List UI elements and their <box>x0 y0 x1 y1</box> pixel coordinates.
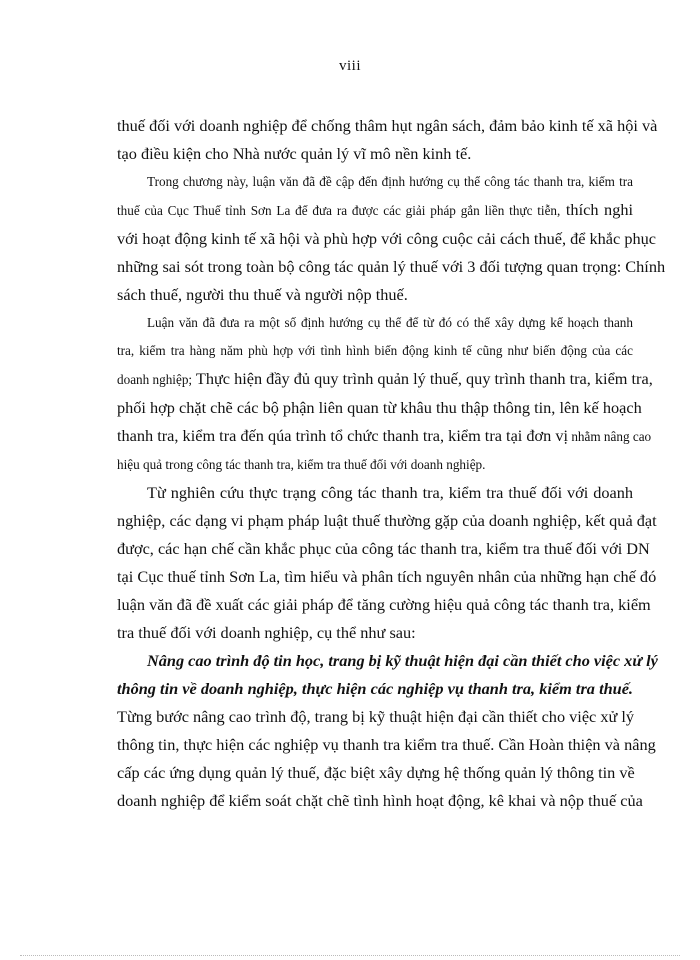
text-line: tra, kiểm tra hàng năm phù hợp với tình hình biến động kinh tế cũng như biến động của các <box>117 343 633 358</box>
text-line: thông tin về doanh nghiệp, thực hiện các nghiệp vụ thanh tra, kiểm tra thuế. <box>117 679 633 698</box>
text-line: Từng bước nâng cao trình độ, trang bị kỹ thuật hiện đại cần thiết cho việc xử lý <box>117 707 635 726</box>
text-segment-normal: Thực hiện đầy đủ quy trình quản lý thuế, quy trình thanh tra, kiểm tra, <box>192 369 653 388</box>
text-line: sách thuế, người thu thuế và người nộp thuế. <box>117 285 408 304</box>
paragraph-solution-body <box>117 703 656 815</box>
text-segment-normal: thanh tra, kiểm tra đến qúa trình tổ chức thanh tra, kiểm tra tại đơn vị <box>117 426 569 445</box>
text-line: doanh nghiệp để kiểm soát chặt chẽ tình hình hoạt động, kê khai và nộp thuế của <box>117 791 643 810</box>
page-number: viii <box>338 58 361 74</box>
text-line-mixed <box>117 196 633 225</box>
paragraph-solutions-intro <box>117 479 657 647</box>
text-line: được, các hạn chế cần khắc phục của công tác thanh tra, kiểm tra thuế đối với DN <box>117 539 650 558</box>
text-line: nghiệp, các dạng vi phạm pháp luật thuế thường gặp của doanh nghiệp, kết quả đạt <box>117 511 657 530</box>
paragraph-solution-title <box>117 647 658 703</box>
text-segment-small: thuế của Cục Thuế tỉnh Sơn La để đưa ra được các giải pháp gắn liền thực tiễn, <box>117 203 561 218</box>
text-line: thông tin, thực hiện các nghiệp vụ thanh tra kiểm tra thuế. Cần Hoàn thiện và nâng <box>117 735 656 754</box>
text-line: Luận văn đã đưa ra một số định hướng cụ thể để từ đó có thể xây dựng kế hoạch thanh <box>147 315 633 330</box>
text-line: với hoạt động kinh tế xã hội và phù hợp với công cuộc cải cách thuế, để khắc phục <box>117 229 656 248</box>
text-line: Trong chương này, luận văn đã đề cập đến định hướng cụ thể công tác thanh tra, kiểm tra <box>147 174 633 189</box>
page-bottom-divider <box>20 955 680 956</box>
text-line: luận văn đã đề xuất các giải pháp để tăng cường hiệu quả công tác thanh tra, kiểm <box>117 595 651 614</box>
text-line: tra thuế đối với doanh nghiệp, cụ thể như sau: <box>117 623 416 642</box>
paragraph-chapter-summary <box>117 168 666 309</box>
text-line: Nâng cao trình độ tin học, trang bị kỹ thuật hiện đại cần thiết cho việc xử lý <box>147 651 658 670</box>
text-line-mixed <box>117 365 653 394</box>
document-body <box>117 112 666 815</box>
text-line: thuế đối với doanh nghiệp để chống thâm hụt ngân sách, đảm bảo kinh tế xã hội và <box>117 116 658 135</box>
text-line: cấp các ứng dụng quản lý thuế, đặc biệt xây dựng hệ thống quản lý thông tin về <box>117 763 635 782</box>
text-line: hiệu quả trong công tác thanh tra, kiểm tra thuế đối với doanh nghiệp. <box>117 457 486 472</box>
text-line: phối hợp chặt chẽ các bộ phận liên quan từ khâu thu thập thông tin, lên kế hoạch <box>117 398 642 417</box>
text-segment-small: nhằm nâng cao <box>568 429 652 444</box>
paragraph-continuation <box>117 112 658 168</box>
text-line-mixed <box>117 422 652 451</box>
paragraph-orientation <box>117 309 653 479</box>
text-segment-small: doanh nghiệp; <box>117 372 193 387</box>
text-segment-normal: thích nghi <box>560 200 633 219</box>
text-line: tại Cục thuế tỉnh Sơn La, tìm hiểu và phân tích nguyên nhân của những hạn chế đó <box>117 567 657 586</box>
text-line: những sai sót trong toàn bộ công tác quản lý thuế với 3 đối tượng quan trọng: Chính <box>117 257 666 276</box>
text-line: tạo điều kiện cho Nhà nước quản lý vĩ mô nền kinh tế. <box>117 144 472 163</box>
text-line: Từ nghiên cứu thực trạng công tác thanh tra, kiểm tra thuế đối với doanh <box>147 483 633 502</box>
